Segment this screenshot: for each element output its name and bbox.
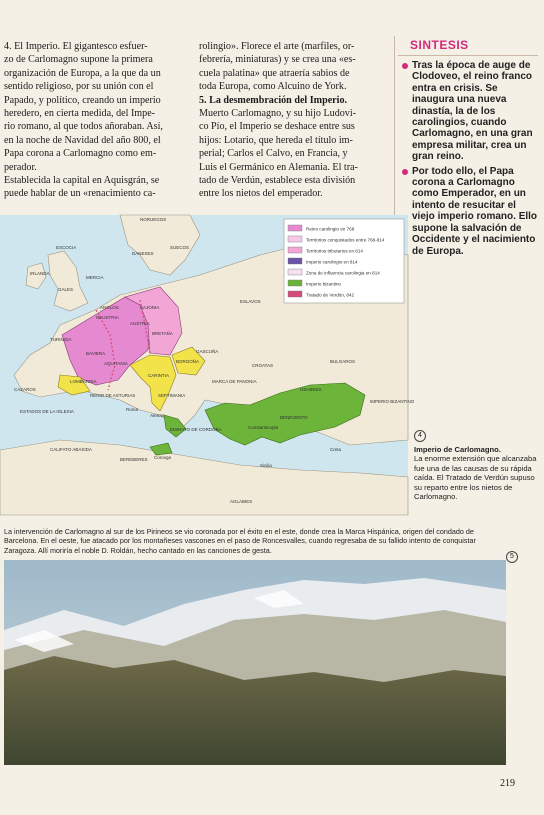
- map-place-label: REINO DE ASTURIAS: [90, 393, 136, 398]
- text-line: rio romano, al que todos añoraban. Así,: [4, 121, 163, 133]
- map-place-label: ANGLOS: [100, 305, 119, 310]
- bullet-icon: [402, 169, 408, 175]
- map-place-label: BENEVENTO: [280, 415, 308, 420]
- legend-label: Zona de influencia carolingia en 814: [306, 270, 380, 276]
- figure-number: 5: [506, 551, 518, 563]
- map-place-label: Creta: [330, 447, 342, 452]
- pyrenees-photo: [4, 560, 506, 765]
- map-place-label: IRLANDA: [30, 271, 50, 276]
- map-place-label: BULGAROS: [330, 359, 356, 364]
- text-line: rolingio». Florece el arte (marfiles, or-: [199, 41, 355, 52]
- map-place-label: CARINTIA: [148, 373, 170, 378]
- map-place-label: BORGOÑA: [176, 359, 200, 364]
- sintesis-item: [398, 60, 538, 163]
- legend-label: Territorios tributarios en 814: [306, 248, 363, 254]
- text-line: Establecida la capital en Aquisgrán, se: [4, 175, 160, 187]
- left-column: [4, 41, 193, 202]
- map-place-label: GALES: [58, 287, 74, 292]
- text-line: Luis el Germánico en Alemania. El tra-: [199, 161, 358, 173]
- text-line: cuela palatina» que atraería sabios de: [199, 67, 350, 79]
- map-place-label: MERCIA: [86, 275, 104, 280]
- text-line: en la noche de Navidad del año 800, el: [4, 134, 161, 146]
- map-place-label: NORUEGOS: [140, 217, 167, 222]
- legend-swatch: [288, 236, 302, 242]
- map-carolingian-empire: [0, 215, 415, 515]
- text-line: hijos: Lotario, que hereda el título im-: [199, 134, 353, 146]
- caption-map: [414, 430, 540, 501]
- legend-swatch: [288, 258, 302, 264]
- sintesis-text: Tras la época de auge de Clodoveo, el reino franco entra en crisis. Se inaugura una nueva dinastía, la de los carolingios, cuando Carlomagno, en una gran empresa militar, crea un gran reino.: [412, 60, 533, 163]
- figure-number: 4: [414, 430, 426, 442]
- map-place-label: TURINGIA: [50, 337, 72, 342]
- text-line: perador.: [4, 161, 37, 173]
- sintesis-item: [398, 166, 538, 257]
- map-place-label: CAZAROS: [14, 387, 36, 392]
- sintesis-box: [398, 36, 538, 260]
- sintesis-text: Por todo ello, el Papa corona a Carlomagno como Emperador, en un intento de resucitar el viejo imperio romano. Ello supone la salvación de Occidente y el nacimiento de Europa.: [412, 165, 538, 257]
- middle-column: [199, 41, 388, 202]
- map-place-label: AGLABIES: [230, 499, 253, 504]
- text-line: perial; Carlos el Calvo, en Francia, y: [199, 148, 348, 160]
- map-place-label: Sicilia: [260, 463, 272, 468]
- text-line: tado de Verdún, establece esta división: [199, 175, 356, 187]
- caption-title: Imperio de Carlomagno.: [414, 445, 501, 454]
- caption-photo: La intervención de Carlomagno al sur de los Pirineos se vio coronada por el éxito en el este, donde crea la Marca Hispánica, origen del condado de Barcelona. En el oeste, fue atacado por los montañeses vascones en el paso de Roncesvalles, cuando regresaba de su fallido intento de conquistar Zaragoza. Allí moriría el noble D. Roldán, hecho cantado en las canciones de gesta.: [4, 527, 476, 555]
- map-place-label: MARCA DE PANONIA: [212, 379, 257, 384]
- text-line: Papa corona a Carlomagno como em-: [4, 148, 157, 160]
- text-line: Muerto Carlomagno, y su hijo Ludovi-: [199, 108, 356, 120]
- legend-swatch: [288, 225, 302, 231]
- text-line: puede hablar de un «renacimiento ca-: [4, 188, 156, 200]
- map-place-label: IMPERIO BIZANTINO: [370, 399, 415, 404]
- text-line: 4. El Imperio. El gigantesco esfuer-: [4, 41, 148, 52]
- legend-swatch: [288, 247, 302, 253]
- legend-label: Territorios conquistados entre 768-814: [306, 237, 385, 243]
- map-place-label: ESLAVOS: [240, 299, 261, 304]
- text-line: sentido religioso, por su unión con el: [4, 81, 154, 93]
- text-line: toda Europa, como Alcuino de York.: [199, 81, 347, 93]
- map-place-label: Córcega: [154, 455, 172, 460]
- map-place-label: LOMBARDIA: [70, 379, 97, 384]
- legend-label: Tratado de Verdún, 842: [306, 292, 355, 298]
- map-place-label: AUSTRIA: [130, 321, 150, 326]
- map-place-label: NEUSTRIA: [96, 315, 119, 320]
- text-line: entre los nietos del emperador.: [199, 188, 323, 200]
- legend-label: Imperio carolingio en 814: [306, 259, 358, 265]
- map-place-label: DANESES: [132, 251, 154, 256]
- map-place-label: CROATAS: [252, 363, 274, 368]
- text-line: zo de Carlomagno supone la primera: [4, 54, 153, 66]
- map-place-label: SAJONIA: [140, 305, 160, 310]
- page-number: 219: [500, 778, 515, 789]
- column-divider: [394, 36, 395, 222]
- map-place-label: IJSHIDIES: [300, 387, 322, 392]
- section-heading: 5. La desmembración del Imperio.: [199, 94, 348, 106]
- map-place-label: AQUITANIA: [104, 361, 128, 366]
- legend-label: Imperio bizantino: [306, 281, 341, 287]
- sintesis-title: SINTESIS: [398, 36, 538, 56]
- legend-label: Reino carolingio en 768: [306, 226, 355, 232]
- map-place-label: SUECOS: [170, 245, 190, 250]
- map-place-label: BAVIERA: [86, 351, 106, 356]
- map-place-label: Atenas: [150, 413, 165, 418]
- legend-swatch: [288, 269, 302, 275]
- map-place-label: BEREBERES: [120, 457, 148, 462]
- map-place-label: EMIRATO DE CORDOBA: [170, 427, 222, 432]
- caption-text: La enorme extensión que alcanzaba fue una de las causas de su rápida caída. El Tratado de Verdún supuso su reparto entre los nietos de Carlomagno.: [414, 454, 537, 502]
- legend-swatch: [288, 280, 302, 286]
- text-line: heredero, en cierta medida, del Impe-: [4, 108, 156, 120]
- bullet-icon: [402, 63, 408, 69]
- text-line: febrería, miniaturas) y se crea una «es-: [199, 54, 356, 66]
- map-place-label: Roma: [126, 407, 139, 412]
- text-line: Papado, y político, creando un imperio: [4, 94, 161, 106]
- map-place-label: Constantinopla: [248, 425, 279, 430]
- text-line: organización de Europa, a la que da un: [4, 67, 161, 79]
- map-place-label: ESCOCIA: [56, 245, 77, 250]
- legend-swatch: [288, 291, 302, 297]
- map-place-label: BRETAÑA: [152, 331, 173, 336]
- map-place-label: ESTADOS DE LA IGLESIA: [20, 409, 74, 414]
- map-place-label: CALIFATO ABASIDA: [50, 447, 92, 452]
- text-line: co Pío, el Imperio se deshace entre sus: [199, 121, 355, 133]
- map-place-label: GASCUÑA: [196, 349, 219, 354]
- map-place-label: SEPTIMANIA: [158, 393, 186, 398]
